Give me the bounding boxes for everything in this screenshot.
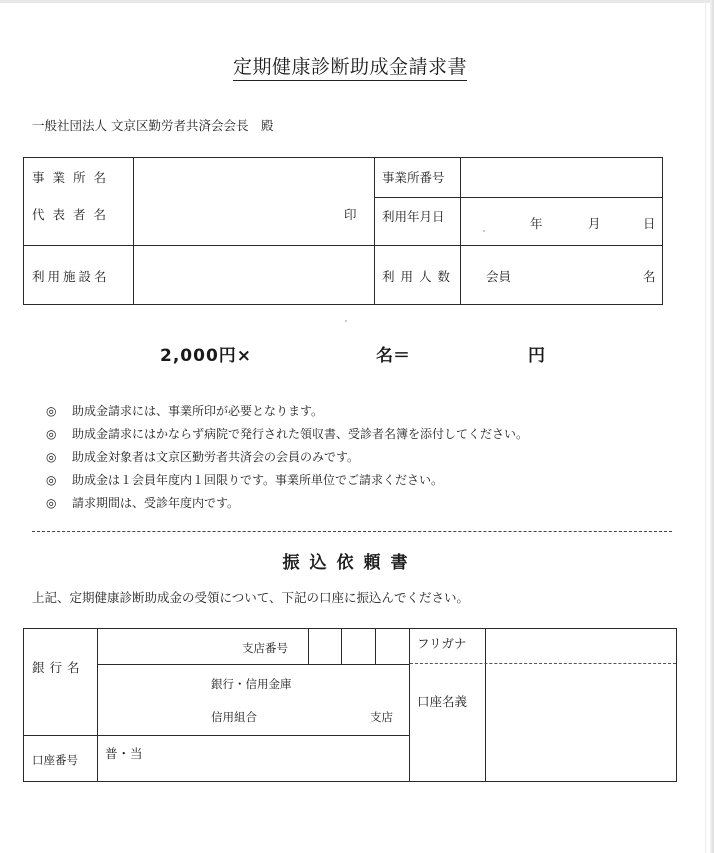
table-divider — [485, 628, 486, 782]
transfer-request-title: 振込依頼書 — [282, 553, 418, 573]
table-divider — [97, 664, 410, 665]
facility-label: 利用施設名 — [32, 269, 110, 284]
representative-label: 代表者名 — [32, 207, 115, 222]
facility-field[interactable] — [140, 267, 370, 283]
note-item: ◎ 助成金請求にはかならず病院で発行された領収書、受診者名簿を添付してください。 — [46, 427, 529, 441]
bank-type-credit-union: 信用組合 — [211, 710, 257, 724]
table-border — [23, 304, 663, 305]
representative-field[interactable] — [140, 205, 330, 221]
note-item: ◎ 助成金請求には、事業所印が必要となります。 — [46, 404, 324, 418]
table-divider — [409, 628, 410, 782]
table-border — [662, 157, 663, 305]
branch-digit-3[interactable] — [381, 634, 403, 660]
office-number-field[interactable] — [468, 168, 658, 184]
addressee: 一般社団法人 文京区勤労者共済会会長 殿 — [32, 118, 274, 133]
table-divider — [23, 735, 410, 736]
office-number-label: 事業所番号 — [382, 170, 445, 185]
furigana-dashed-divider — [410, 663, 676, 664]
document-title: 定期健康診断助成金請求書 — [0, 52, 700, 79]
table-divider — [133, 157, 134, 305]
usage-date-label: 利用年月日 — [382, 209, 445, 224]
transfer-intro: 上記、定期健康診断助成金の受領について、下記の口座に振込んでください。 — [32, 590, 470, 605]
persons-equals: 名＝ — [376, 346, 410, 366]
users-count-label: 利用人数 — [382, 269, 457, 284]
table-border — [23, 157, 24, 305]
total-yen: 円 — [528, 346, 545, 366]
double-circle-icon: ◎ — [46, 473, 57, 487]
table-divider — [374, 245, 663, 246]
usage-date-year: 年 — [530, 216, 543, 231]
furigana-label: フリガナ — [417, 636, 467, 651]
table-border — [676, 628, 677, 782]
table-border — [23, 157, 663, 158]
table-border — [23, 628, 677, 629]
table-divider — [97, 628, 98, 782]
note-item: ◎ 助成金は１会員年度内１回限りです。事業所単位でご請求ください。 — [46, 473, 444, 487]
double-circle-icon: ◎ — [46, 450, 57, 464]
page-edge — [0, 0, 714, 3]
account-holder-field[interactable] — [492, 672, 670, 772]
page-edge — [705, 0, 706, 853]
branch-digit-2[interactable] — [348, 634, 370, 660]
account-number-label: 口座番号 — [32, 753, 78, 767]
usage-date-month: 月 — [588, 216, 601, 231]
table-divider — [374, 157, 375, 305]
office-name-label: 事業所名 — [32, 170, 115, 185]
digit-box-divider — [308, 628, 309, 664]
persons-unit: 名 — [643, 269, 656, 284]
table-border — [23, 628, 24, 782]
page-edge — [710, 0, 714, 853]
account-holder-label: 口座名義 — [417, 694, 468, 709]
scan-speck — [483, 230, 485, 232]
digit-box-divider — [341, 628, 342, 664]
table-border — [23, 781, 677, 782]
account-type[interactable]: 普・当 — [105, 746, 143, 761]
usage-date-day: 日 — [643, 216, 656, 231]
note-item: ◎ 助成金対象者は文京区勤労者共済会の会員のみです。 — [46, 450, 360, 464]
branch-digit-1[interactable] — [315, 634, 337, 660]
table-divider — [374, 197, 663, 198]
member-label: 会員 — [486, 269, 512, 284]
scan-speck — [345, 320, 347, 322]
bank-name-label: 銀行名 — [32, 660, 85, 675]
branch-suffix: 支店 — [370, 710, 393, 724]
branch-number-label: 支店番号 — [242, 641, 288, 655]
office-name-field[interactable] — [140, 168, 370, 184]
double-circle-icon: ◎ — [46, 496, 57, 510]
furigana-field[interactable] — [492, 634, 670, 656]
double-circle-icon: ◎ — [46, 427, 57, 441]
double-circle-icon: ◎ — [46, 404, 57, 418]
cut-line — [32, 531, 672, 532]
unit-amount: 2,000円× — [160, 346, 253, 366]
seal-mark: 印 — [344, 207, 357, 222]
bank-type-bank-shinkin: 銀行・信用金庫 — [211, 677, 292, 691]
table-divider — [23, 245, 375, 246]
table-divider — [460, 157, 461, 305]
note-item: ◎ 請求期間は、受診年度内です。 — [46, 496, 240, 510]
digit-box-divider — [375, 628, 376, 664]
